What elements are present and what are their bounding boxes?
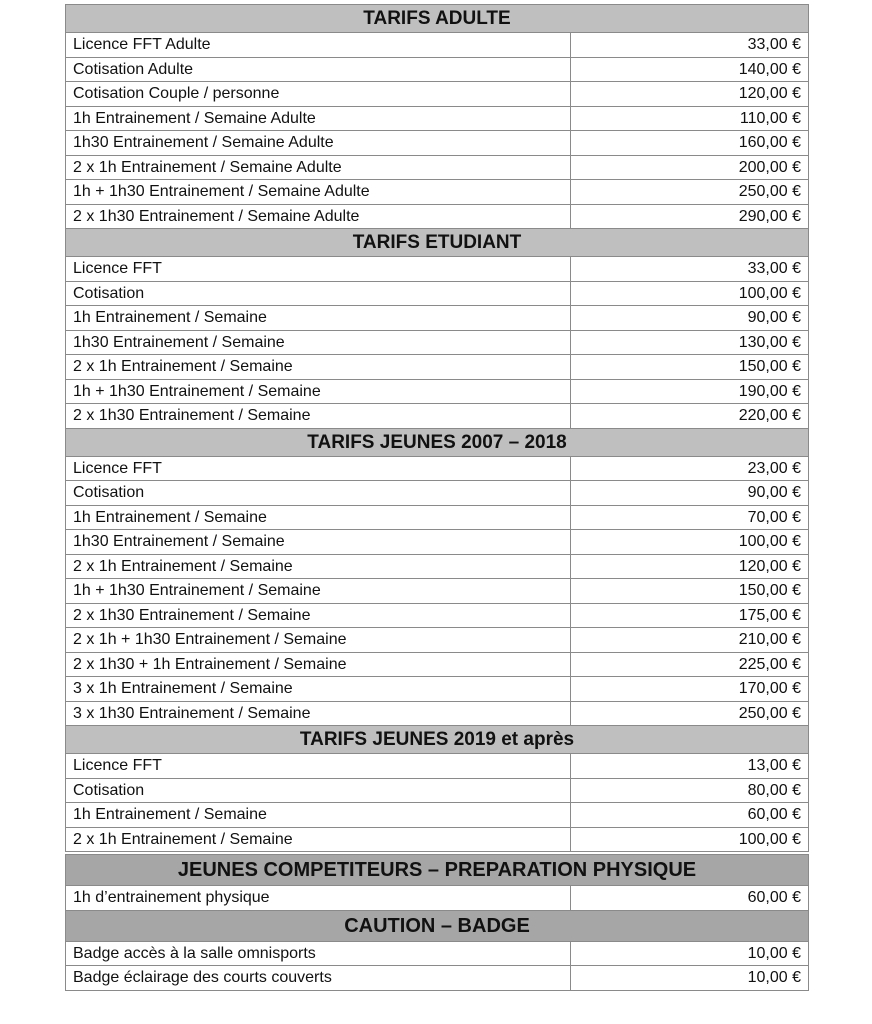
item-label: Cotisation (66, 481, 571, 506)
price-row (66, 281, 809, 306)
item-price: 175,00 € (571, 603, 809, 628)
price-row (66, 652, 809, 677)
item-label: Cotisation (66, 281, 571, 306)
price-row (66, 330, 809, 355)
price-row (66, 131, 809, 156)
price-row (66, 701, 809, 726)
item-label: 2 x 1h30 Entrainement / Semaine (66, 404, 571, 429)
section-header (66, 5, 809, 33)
price-row (66, 204, 809, 229)
item-price: 290,00 € (571, 204, 809, 229)
item-price: 225,00 € (571, 652, 809, 677)
section-header (66, 726, 809, 754)
item-label: Licence FFT Adulte (66, 33, 571, 58)
item-label: 3 x 1h Entrainement / Semaine (66, 677, 571, 702)
price-row (66, 355, 809, 380)
item-price: 90,00 € (571, 481, 809, 506)
item-price: 110,00 € (571, 106, 809, 131)
item-price: 60,00 € (571, 886, 809, 911)
item-label: Licence FFT (66, 456, 571, 481)
section-title: TARIFS JEUNES 2007 – 2018 (66, 428, 809, 456)
item-label: 2 x 1h Entrainement / Semaine (66, 355, 571, 380)
price-row (66, 505, 809, 530)
price-row (66, 456, 809, 481)
section-title: TARIFS ADULTE (66, 5, 809, 33)
item-label: Badge accès à la salle omnisports (66, 941, 571, 966)
price-table-body (66, 5, 809, 991)
section-header (66, 910, 809, 941)
price-row (66, 155, 809, 180)
price-row (66, 82, 809, 107)
item-label: 2 x 1h + 1h30 Entrainement / Semaine (66, 628, 571, 653)
item-label: Licence FFT (66, 754, 571, 779)
item-label: 1h Entrainement / Semaine (66, 505, 571, 530)
section-title: TARIFS JEUNES 2019 et après (66, 726, 809, 754)
item-label: 1h d’entrainement physique (66, 886, 571, 911)
item-price: 60,00 € (571, 803, 809, 828)
item-label: 1h + 1h30 Entrainement / Semaine (66, 579, 571, 604)
item-price: 10,00 € (571, 966, 809, 991)
price-row (66, 803, 809, 828)
price-row (66, 603, 809, 628)
price-row (66, 579, 809, 604)
price-list-document (65, 4, 808, 991)
item-label: 1h Entrainement / Semaine (66, 803, 571, 828)
item-price: 120,00 € (571, 82, 809, 107)
price-row (66, 106, 809, 131)
item-label: Licence FFT (66, 257, 571, 282)
item-label: Cotisation Couple / personne (66, 82, 571, 107)
section-header (66, 229, 809, 257)
item-price: 100,00 € (571, 281, 809, 306)
item-price: 13,00 € (571, 754, 809, 779)
price-row (66, 754, 809, 779)
item-label: 1h30 Entrainement / Semaine (66, 330, 571, 355)
item-price: 210,00 € (571, 628, 809, 653)
item-price: 33,00 € (571, 33, 809, 58)
item-label: 1h + 1h30 Entrainement / Semaine Adulte (66, 180, 571, 205)
price-row (66, 379, 809, 404)
section-title: JEUNES COMPETITEURS – PREPARATION PHYSIQUE (66, 855, 809, 886)
item-label: 1h Entrainement / Semaine (66, 306, 571, 331)
item-price: 250,00 € (571, 701, 809, 726)
item-price: 100,00 € (571, 827, 809, 852)
item-label: 1h30 Entrainement / Semaine Adulte (66, 131, 571, 156)
price-row (66, 554, 809, 579)
price-row (66, 481, 809, 506)
item-price: 120,00 € (571, 554, 809, 579)
price-row (66, 827, 809, 852)
item-price: 200,00 € (571, 155, 809, 180)
item-label: 2 x 1h Entrainement / Semaine (66, 554, 571, 579)
item-price: 220,00 € (571, 404, 809, 429)
item-price: 160,00 € (571, 131, 809, 156)
section-title: TARIFS ETUDIANT (66, 229, 809, 257)
price-row (66, 966, 809, 991)
item-label: 2 x 1h30 Entrainement / Semaine Adulte (66, 204, 571, 229)
item-price: 80,00 € (571, 778, 809, 803)
price-row (66, 57, 809, 82)
section-header (66, 855, 809, 886)
item-label: 1h Entrainement / Semaine Adulte (66, 106, 571, 131)
price-row (66, 180, 809, 205)
item-price: 130,00 € (571, 330, 809, 355)
price-row (66, 306, 809, 331)
item-label: 2 x 1h Entrainement / Semaine (66, 827, 571, 852)
item-label: 2 x 1h30 Entrainement / Semaine (66, 603, 571, 628)
price-row (66, 778, 809, 803)
item-price: 150,00 € (571, 579, 809, 604)
item-price: 250,00 € (571, 180, 809, 205)
price-row (66, 886, 809, 911)
item-label: 1h30 Entrainement / Semaine (66, 530, 571, 555)
item-label: Cotisation Adulte (66, 57, 571, 82)
item-label: Cotisation (66, 778, 571, 803)
item-price: 140,00 € (571, 57, 809, 82)
price-row (66, 941, 809, 966)
item-price: 70,00 € (571, 505, 809, 530)
price-table (65, 4, 809, 991)
item-price: 190,00 € (571, 379, 809, 404)
price-row (66, 257, 809, 282)
section-title: CAUTION – BADGE (66, 910, 809, 941)
item-price: 33,00 € (571, 257, 809, 282)
price-row (66, 628, 809, 653)
price-row (66, 530, 809, 555)
price-row (66, 404, 809, 429)
item-label: Badge éclairage des courts couverts (66, 966, 571, 991)
item-price: 10,00 € (571, 941, 809, 966)
item-price: 150,00 € (571, 355, 809, 380)
price-row (66, 677, 809, 702)
item-price: 90,00 € (571, 306, 809, 331)
item-label: 3 x 1h30 Entrainement / Semaine (66, 701, 571, 726)
section-header (66, 428, 809, 456)
item-label: 1h + 1h30 Entrainement / Semaine (66, 379, 571, 404)
item-price: 100,00 € (571, 530, 809, 555)
item-label: 2 x 1h30 + 1h Entrainement / Semaine (66, 652, 571, 677)
item-price: 170,00 € (571, 677, 809, 702)
item-price: 23,00 € (571, 456, 809, 481)
item-label: 2 x 1h Entrainement / Semaine Adulte (66, 155, 571, 180)
price-row (66, 33, 809, 58)
